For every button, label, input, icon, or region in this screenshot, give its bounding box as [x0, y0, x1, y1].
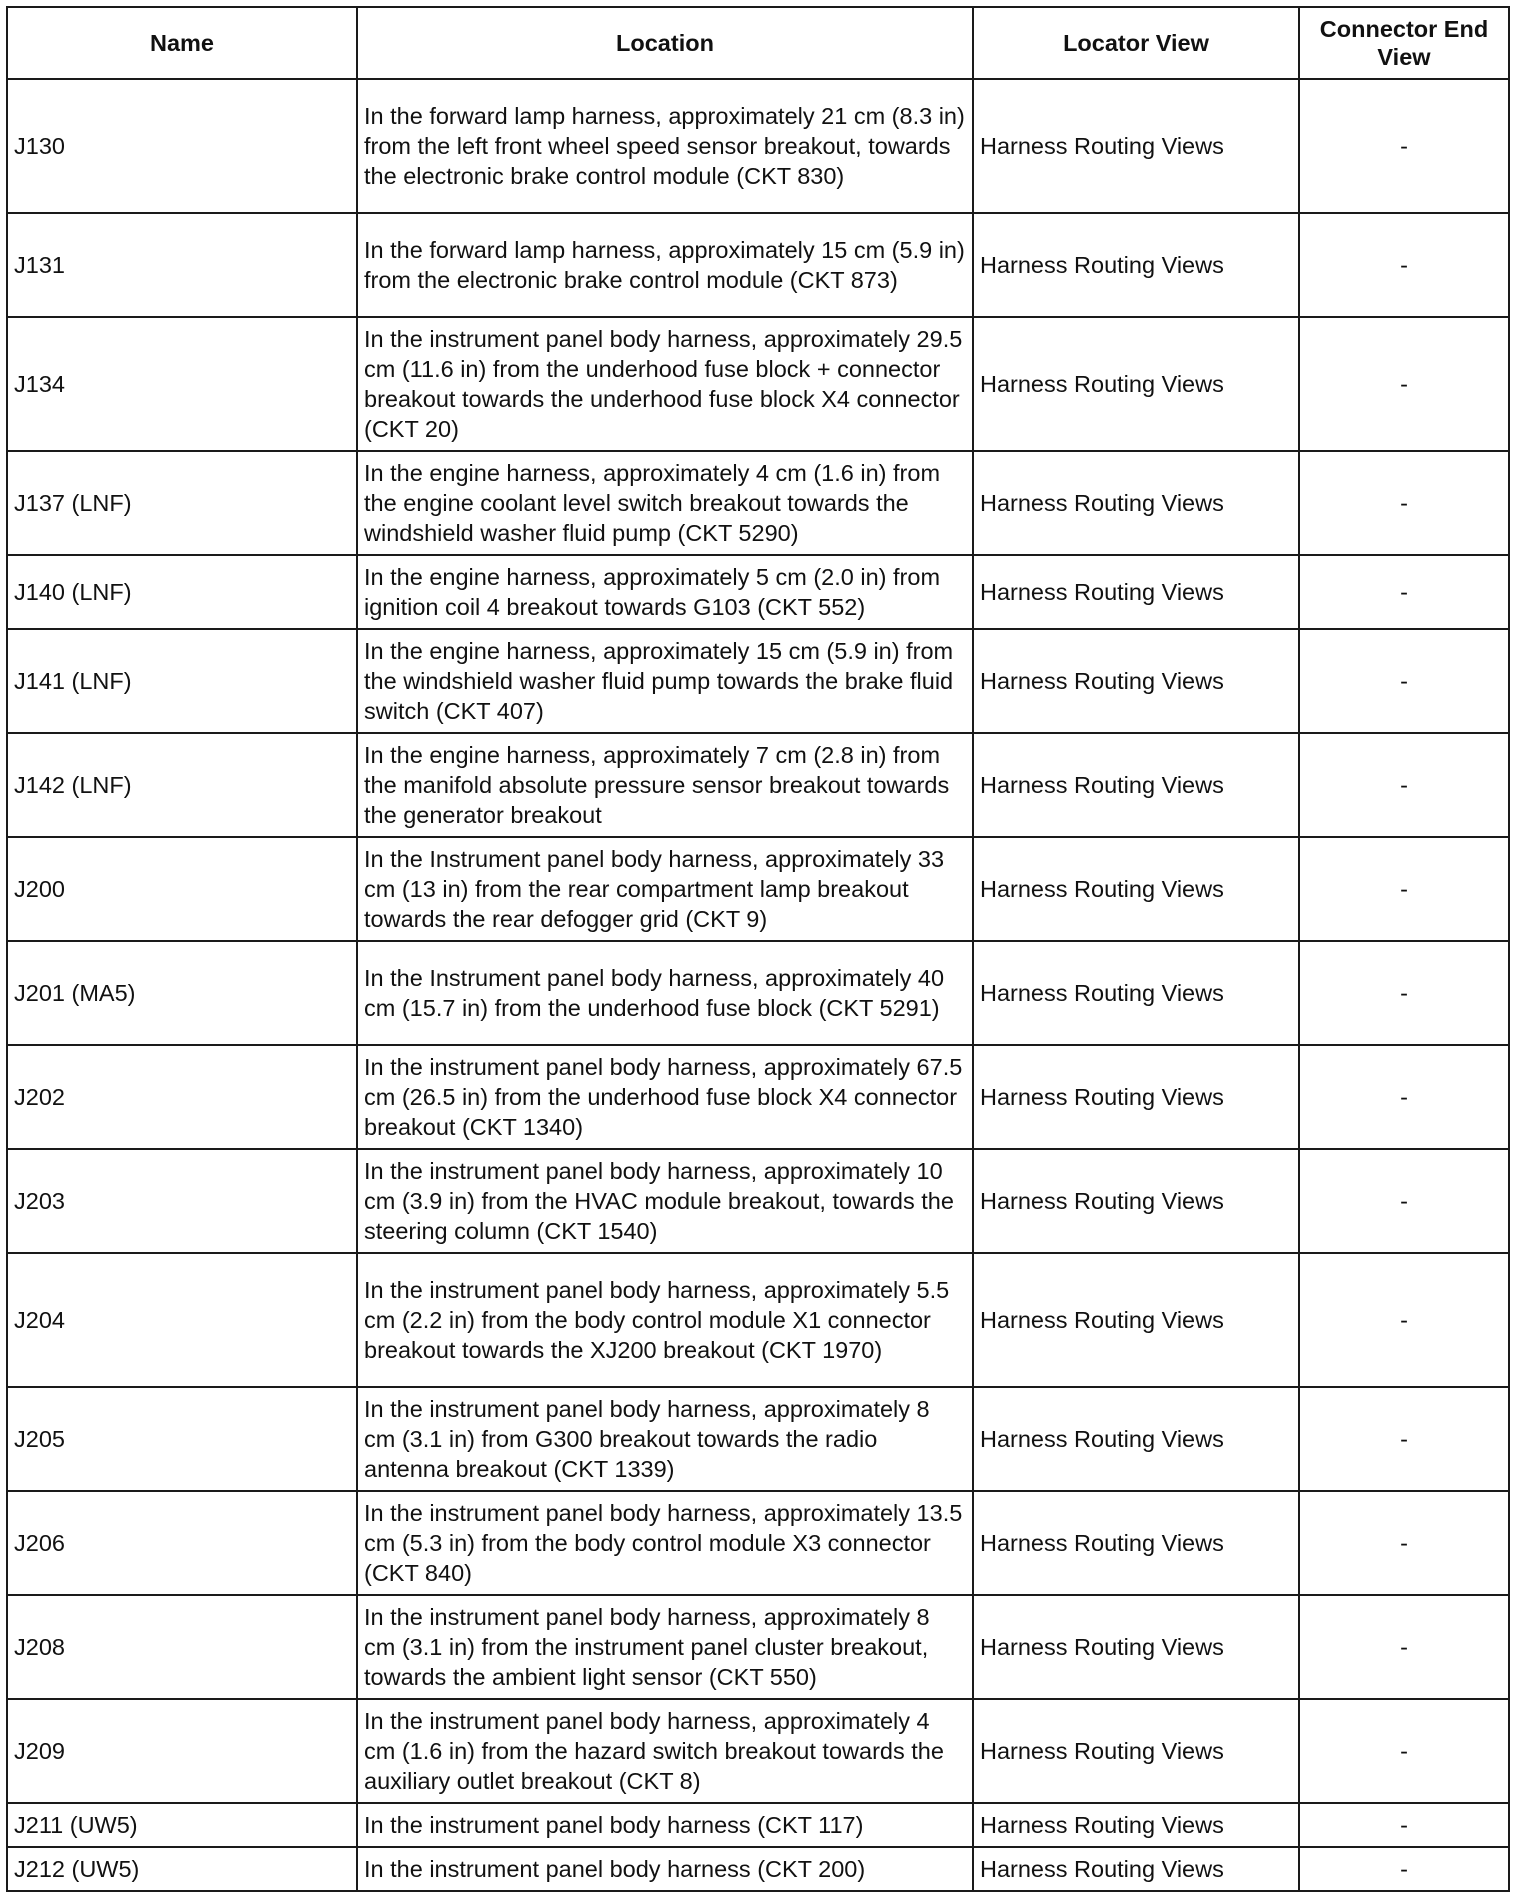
cell-locator-view: Harness Routing Views	[973, 451, 1299, 555]
cell-connector-end-view: -	[1299, 1803, 1509, 1847]
header-name: Name	[7, 7, 357, 79]
table-row	[7, 837, 1509, 941]
cell-connector-end-view: -	[1299, 733, 1509, 837]
cell-locator-view: Harness Routing Views	[973, 733, 1299, 837]
cell-name: J201 (MA5)	[7, 941, 357, 1045]
cell-location: In the instrument panel body harness, approximately 10 cm (3.9 in) from the HVAC module breakout, towards the steering column (CKT 1540)	[357, 1149, 973, 1253]
cell-locator-view: Harness Routing Views	[973, 1149, 1299, 1253]
table-row	[7, 1803, 1509, 1847]
table-row	[7, 1149, 1509, 1253]
cell-connector-end-view: -	[1299, 79, 1509, 213]
cell-connector-end-view: -	[1299, 941, 1509, 1045]
cell-location: In the forward lamp harness, approximately 21 cm (8.3 in) from the left front wheel speed sensor breakout, towards the electronic brake control module (CKT 830)	[357, 79, 973, 213]
cell-locator-view: Harness Routing Views	[973, 1253, 1299, 1387]
cell-name: J205	[7, 1387, 357, 1491]
table-row	[7, 1847, 1509, 1891]
cell-location: In the instrument panel body harness, approximately 8 cm (3.1 in) from G300 breakout towards the radio antenna breakout (CKT 1339)	[357, 1387, 973, 1491]
cell-location: In the instrument panel body harness (CKT 117)	[357, 1803, 973, 1847]
cell-location: In the engine harness, approximately 4 cm (1.6 in) from the engine coolant level switch breakout towards the windshield washer fluid pump (CKT 5290)	[357, 451, 973, 555]
cell-location: In the engine harness, approximately 7 cm (2.8 in) from the manifold absolute pressure sensor breakout towards the generator breakout	[357, 733, 973, 837]
cell-connector-end-view: -	[1299, 1149, 1509, 1253]
header-location: Location	[357, 7, 973, 79]
table-row	[7, 213, 1509, 317]
cell-name: J212 (UW5)	[7, 1847, 357, 1891]
cell-connector-end-view: -	[1299, 451, 1509, 555]
table-row	[7, 733, 1509, 837]
table-row	[7, 79, 1509, 213]
cell-location: In the instrument panel body harness, approximately 13.5 cm (5.3 in) from the body control module X3 connector (CKT 840)	[357, 1491, 973, 1595]
cell-location: In the engine harness, approximately 5 cm (2.0 in) from ignition coil 4 breakout towards G103 (CKT 552)	[357, 555, 973, 629]
table-row	[7, 1253, 1509, 1387]
cell-locator-view: Harness Routing Views	[973, 1387, 1299, 1491]
cell-location: In the instrument panel body harness, approximately 29.5 cm (11.6 in) from the underhood fuse block + connector breakout towards the underhood fuse block X4 connector (CKT 20)	[357, 317, 973, 451]
cell-locator-view: Harness Routing Views	[973, 79, 1299, 213]
cell-connector-end-view: -	[1299, 629, 1509, 733]
table-row	[7, 1595, 1509, 1699]
table-row	[7, 1699, 1509, 1803]
cell-location: In the instrument panel body harness, approximately 67.5 cm (26.5 in) from the underhood fuse block X4 connector breakout (CKT 1340)	[357, 1045, 973, 1149]
table-row	[7, 941, 1509, 1045]
table-row	[7, 629, 1509, 733]
cell-location: In the Instrument panel body harness, approximately 33 cm (13 in) from the rear compartment lamp breakout towards the rear defogger grid (CKT 9)	[357, 837, 973, 941]
cell-connector-end-view: -	[1299, 837, 1509, 941]
cell-connector-end-view: -	[1299, 1595, 1509, 1699]
cell-locator-view: Harness Routing Views	[973, 555, 1299, 629]
cell-locator-view: Harness Routing Views	[973, 1045, 1299, 1149]
cell-connector-end-view: -	[1299, 1387, 1509, 1491]
header-locator-view: Locator View	[973, 7, 1299, 79]
cell-name: J130	[7, 79, 357, 213]
cell-connector-end-view: -	[1299, 317, 1509, 451]
header-connector-end-view: Connector End View	[1299, 7, 1509, 79]
document-page	[6, 6, 1508, 1892]
cell-locator-view: Harness Routing Views	[973, 213, 1299, 317]
cell-name: J141 (LNF)	[7, 629, 357, 733]
cell-connector-end-view: -	[1299, 1491, 1509, 1595]
cell-locator-view: Harness Routing Views	[973, 1595, 1299, 1699]
cell-name: J209	[7, 1699, 357, 1803]
cell-locator-view: Harness Routing Views	[973, 941, 1299, 1045]
cell-name: J204	[7, 1253, 357, 1387]
cell-name: J208	[7, 1595, 357, 1699]
cell-name: J131	[7, 213, 357, 317]
cell-location: In the instrument panel body harness, approximately 4 cm (1.6 in) from the hazard switch breakout towards the auxiliary outlet breakout (CKT 8)	[357, 1699, 973, 1803]
table-row	[7, 1045, 1509, 1149]
cell-location: In the Instrument panel body harness, approximately 40 cm (15.7 in) from the underhood fuse block (CKT 5291)	[357, 941, 973, 1045]
cell-locator-view: Harness Routing Views	[973, 1491, 1299, 1595]
cell-connector-end-view: -	[1299, 1847, 1509, 1891]
cell-location: In the engine harness, approximately 15 cm (5.9 in) from the windshield washer fluid pump towards the brake fluid switch (CKT 407)	[357, 629, 973, 733]
cell-name: J203	[7, 1149, 357, 1253]
cell-name: J140 (LNF)	[7, 555, 357, 629]
cell-locator-view: Harness Routing Views	[973, 1803, 1299, 1847]
cell-locator-view: Harness Routing Views	[973, 317, 1299, 451]
splice-location-table	[6, 6, 1510, 1892]
cell-name: J200	[7, 837, 357, 941]
cell-name: J137 (LNF)	[7, 451, 357, 555]
cell-location: In the forward lamp harness, approximately 15 cm (5.9 in) from the electronic brake control module (CKT 873)	[357, 213, 973, 317]
cell-connector-end-view: -	[1299, 1253, 1509, 1387]
cell-location: In the instrument panel body harness (CKT 200)	[357, 1847, 973, 1891]
cell-name: J206	[7, 1491, 357, 1595]
cell-locator-view: Harness Routing Views	[973, 837, 1299, 941]
cell-locator-view: Harness Routing Views	[973, 629, 1299, 733]
cell-name: J134	[7, 317, 357, 451]
cell-locator-view: Harness Routing Views	[973, 1847, 1299, 1891]
cell-locator-view: Harness Routing Views	[973, 1699, 1299, 1803]
cell-location: In the instrument panel body harness, approximately 8 cm (3.1 in) from the instrument panel cluster breakout, towards the ambient light sensor (CKT 550)	[357, 1595, 973, 1699]
cell-name: J142 (LNF)	[7, 733, 357, 837]
table-row	[7, 1387, 1509, 1491]
cell-name: J202	[7, 1045, 357, 1149]
cell-name: J211 (UW5)	[7, 1803, 357, 1847]
cell-connector-end-view: -	[1299, 1699, 1509, 1803]
table-row	[7, 451, 1509, 555]
table-row	[7, 1491, 1509, 1595]
cell-connector-end-view: -	[1299, 1045, 1509, 1149]
cell-connector-end-view: -	[1299, 555, 1509, 629]
cell-connector-end-view: -	[1299, 213, 1509, 317]
table-row	[7, 555, 1509, 629]
header-row	[7, 7, 1509, 79]
table-row	[7, 317, 1509, 451]
cell-location: In the instrument panel body harness, approximately 5.5 cm (2.2 in) from the body control module X1 connector breakout towards the XJ200 breakout (CKT 1970)	[357, 1253, 973, 1387]
